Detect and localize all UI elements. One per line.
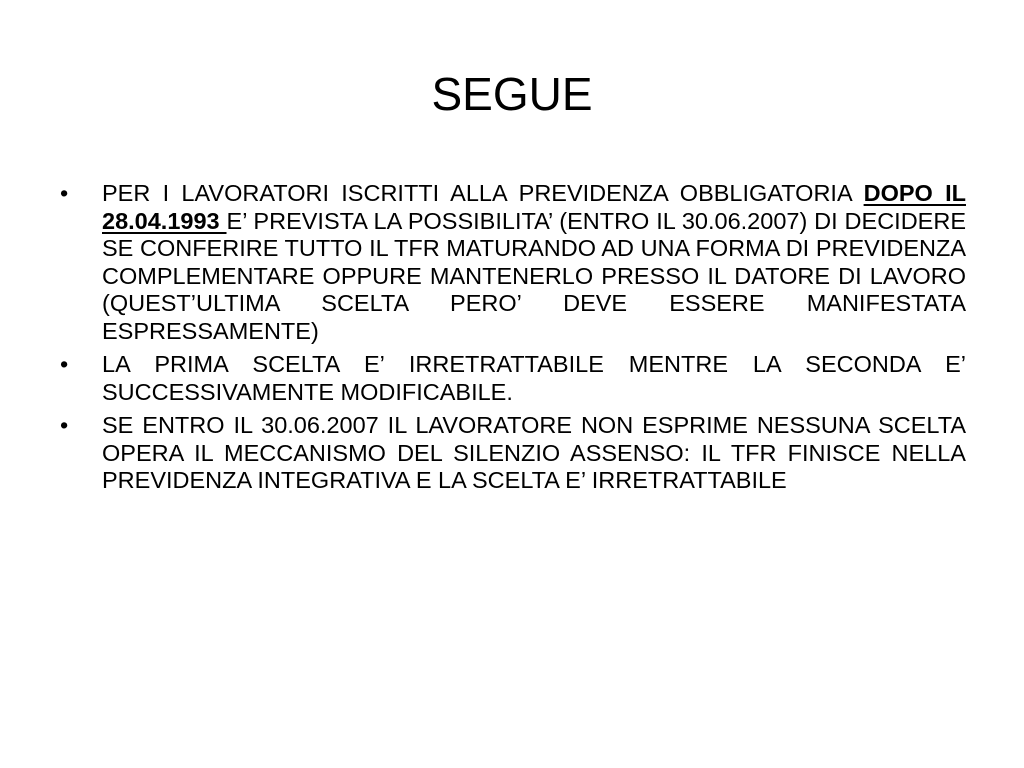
bullet-item-2 [60,351,966,406]
bullet-item-3 [60,412,966,495]
bullet-item-1 [60,180,966,345]
bullet-text-3: SE ENTRO IL 30.06.2007 IL LAVORATORE NON ESPRIME NESSUNA SCELTA OPERA IL MECCANISMO DEL SILENZIO ASSENSO: IL TFR FINISCE NELLA PREVIDENZA INTEGRATIVA E LA SCELTA E’ IRRETRATTABILE [102,412,966,493]
bullet-text-1-before: PER I LAVORATORI ISCRITTI ALLA PREVIDENZA OBBLIGATORIA [102,180,864,206]
bullet-marker: • [60,412,69,438]
bullet-marker: • [60,351,69,377]
bullet-text-1 [102,180,966,345]
slide-title: SEGUE [431,68,593,120]
bullet-list [60,180,966,501]
bullet-marker: • [60,180,69,206]
bullet-text-1-after: E’ PREVISTA LA POSSIBILITA’ (ENTRO IL 30.06.2007) DI DECIDERE SE CONFERIRE TUTTO IL TFR MATURANDO AD UNA FORMA DI PREVIDENZA COMPLEMENTARE OPPURE MANTENERLO PRESSO IL DATORE DI LAVORO (QUEST’ULTIMA SCELTA PERO’ DEVE ESSERE MANIFESTATA ESPRESSAMENTE) [102,207,966,344]
bullet-text-1-emphasis: DOPO IL 28.04.1993 [102,180,966,234]
bullet-text-2: LA PRIMA SCELTA E’ IRRETRATTABILE MENTRE LA SECONDA E’ SUCCESSIVAMENTE MODIFICABILE. [102,351,966,405]
